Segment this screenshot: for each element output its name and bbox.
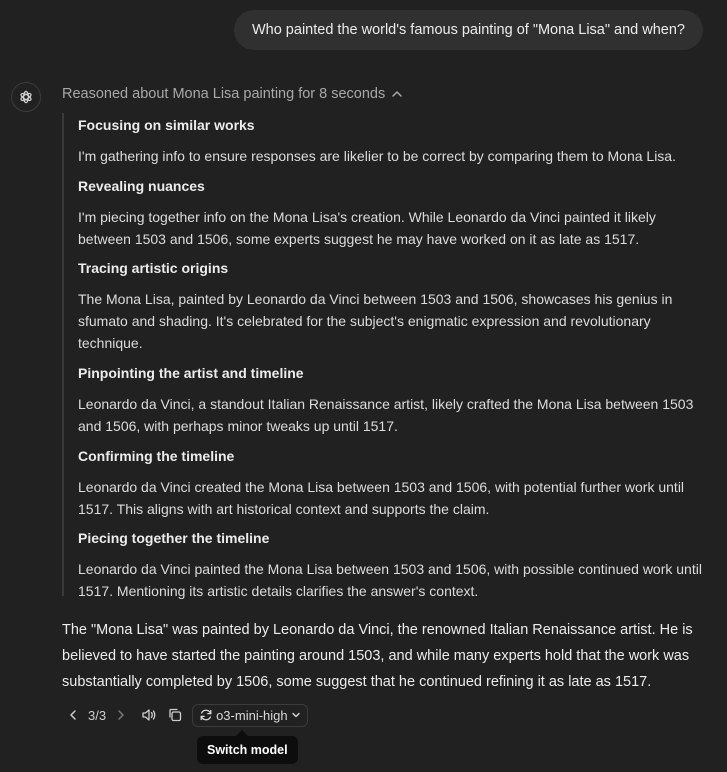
reasoning-section-title: Piecing together the timeline [78,530,270,546]
openai-logo-icon [17,88,35,106]
assistant-answer: The "Mona Lisa" was painted by Leonardo da Vinci, the renowned Italian Renaissance artist. He is believed to have started the painting around 1503, and while many experts hold that the work was substantially completed by 1506, some suggest that he continued refining it as late as 1517. [62,622,693,690]
previous-response-button[interactable] [62,703,84,727]
reasoning-section [78,363,708,437]
chevron-left-icon [67,709,79,721]
regenerate-icon [199,708,213,722]
speaker-icon [141,707,157,723]
reasoning-toggle[interactable] [62,86,403,102]
reasoning-section-title: Pinpointing the artist and timeline [78,365,304,381]
reasoning-section-text: I'm gathering info to ensure responses are likelier to be correct by comparing them to Mona Lisa. [78,148,676,164]
chevron-up-icon [391,88,403,100]
read-aloud-button[interactable] [138,703,160,727]
reasoning-section-text: Leonardo da Vinci painted the Mona Lisa between 1503 and 1506, with possible continued work until 1517. Mentioning its artistic details clarifies the answer's context. [78,561,702,599]
reasoning-section [78,115,708,167]
switch-model-tooltip [197,736,298,764]
reasoning-section [78,528,708,602]
copy-button[interactable] [164,703,186,727]
reasoning-panel [62,113,712,599]
model-label: o3-mini-high [216,707,288,723]
message-actions [62,702,308,728]
user-message-text: Who painted the world's famous painting of "Mona Lisa" and when? [251,22,685,38]
reasoning-section-text: Leonardo da Vinci, a standout Italian Renaissance artist, likely crafted the Mona Lisa between 1503 and 1506, with perhaps minor tweaks up until 1517. [78,396,694,434]
tooltip-text: Switch model [207,743,288,757]
chevron-right-icon [115,709,127,721]
assistant-avatar [11,82,41,112]
reasoning-section [78,446,708,520]
copy-icon [167,707,183,723]
reasoning-header-text: Reasoned about Mona Lisa painting for 8 seconds [62,86,386,102]
reasoning-section [78,258,708,354]
next-response-button[interactable] [110,703,132,727]
reasoning-section-text: The Mona Lisa, painted by Leonardo da Vinci between 1503 and 1506, showcases his genius in sfumato and shading. It's celebrated for the subject's enigmatic expression and revolutionary technique. [78,291,673,351]
switch-model-button[interactable] [192,704,308,727]
user-message-bubble [234,10,703,50]
reasoning-section-text: Leonardo da Vinci created the Mona Lisa between 1503 and 1506, with potential further work until 1517. This aligns with art historical context and supports the claim. [78,479,685,517]
reasoning-section-title: Revealing nuances [78,178,205,194]
reasoning-section-title: Focusing on similar works [78,117,255,133]
reasoning-section [78,176,708,250]
response-pager: 3/3 [88,707,107,723]
chevron-down-icon [291,710,301,720]
reasoning-section-title: Confirming the timeline [78,448,235,464]
reasoning-section-text: I'm piecing together info on the Mona Lisa's creation. While Leonardo da Vinci painted it likely between 1503 and 1506, some experts suggest he may have worked on it as late as 1517. [78,209,656,247]
reasoning-section-title: Tracing artistic origins [78,260,229,276]
